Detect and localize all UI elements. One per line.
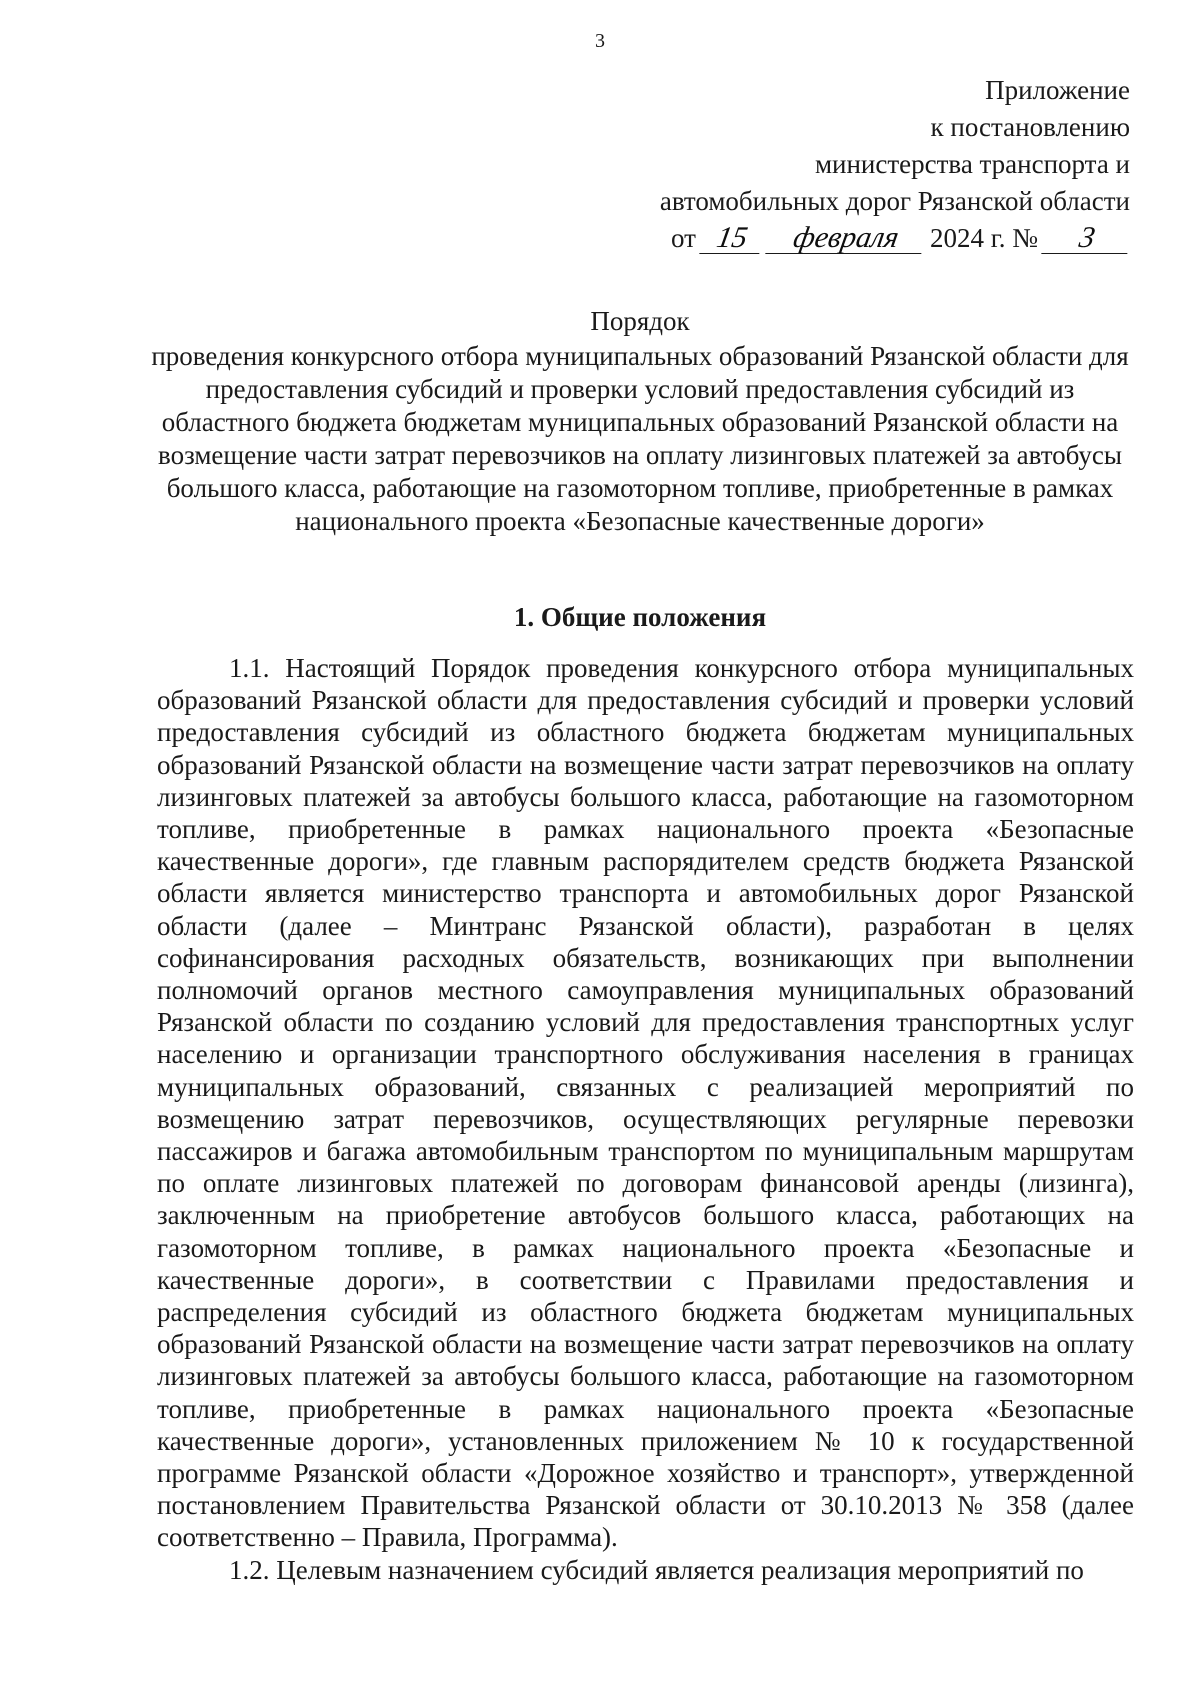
document-title: Порядок (590, 306, 690, 336)
date-prefix: от (671, 223, 696, 253)
document-title-block (150, 305, 1130, 538)
handwritten-day: 15 (699, 223, 764, 254)
appendix-line-4: автомобильных дорог Рязанской области (659, 186, 1130, 216)
handwritten-doc-number: 3 (1041, 223, 1132, 254)
appendix-date-line (660, 220, 1130, 257)
appendix-line-1: Приложение (985, 75, 1130, 105)
page-number: 3 (595, 30, 605, 52)
appendix-line-2: к постановлению (930, 112, 1130, 142)
paragraph-1-2: 1.2. Целевым назначением субсидий является реализация мероприятий по (229, 1554, 1084, 1585)
appendix-line-3: министерства транспорта и (814, 149, 1130, 179)
paragraph-1-1: 1.1. Настоящий Порядок проведения конкурсного отбора муниципальных образований Рязанской области для предоставления субсидий и проверки условий предоставления субсидий из областного бюджета бюджетам муниципальных образований Рязанской области на возмещение части затрат перевозчиков на оплату лизинговых платежей за автобусы большого класса, работающие на газомоторном топливе, приобретенные в рамках национального проекта «Безопасные качественные дороги», где главным распорядителем средств бюджета Рязанской области является министерство транспорта и автомобильных дорог Рязанской области (далее – Минтранс Рязанской области), разработан в целях софинансирования расходных обязательств, возникающих при выполнении полномочий органов местного самоуправления муниципальных образований Рязанской области по созданию условий для предоставления транспортных услуг населению и организации транспортного обслуживания населения в границах муниципальных образований, связанных с реализацией мероприятий по возмещению затрат перевозчиков, осуществляющих регулярные перевозки пассажиров и багажа автомобильным транспортом по муниципальным маршрутам по оплате лизинговых платежей по договорам финансовой аренды (лизинга), заключенным на приобретение автобусов большого класса, работающих на газомоторном топливе, в рамках национального проекта «Безопасные и качественные дороги», в соответствии с Правилами предоставления и распределения субсидий из областного бюджета бюджетам муниципальных образований Рязанской области на возмещение части затрат перевозчиков на оплату лизинговых платежей за автобусы большого класса, работающие на газомоторном топливе, приобретенные в рамках национального проекта «Безопасные качественные дороги», установленных приложением № 10 к государственной программе Рязанской области «Дорожное хозяйство и транспорт», утвержденной постановлением Правительства Рязанской области от 30.10.2013 № 358 (далее соответственно – Правила, Программа). (157, 653, 1134, 1553)
section-heading: 1. Общие положения (513, 602, 767, 632)
date-year-number-label: 2024 г. № (929, 223, 1038, 253)
document-subtitle: проведения конкурсного отбора муниципальных образований Рязанской области для предоставления субсидий и проверки условий предоставления субсидий из областного бюджета бюджетам муниципальных образований Рязанской области на возмещение части затрат перевозчиков на оплату лизинговых платежей за автобусы большого класса, работающие на газомоторном топливе, приобретенные в рамках национального проекта «Безопасные качественные дороги» (151, 341, 1129, 536)
handwritten-month: февраля (765, 223, 926, 254)
document-body (157, 652, 1134, 1586)
appendix-block (660, 72, 1130, 257)
